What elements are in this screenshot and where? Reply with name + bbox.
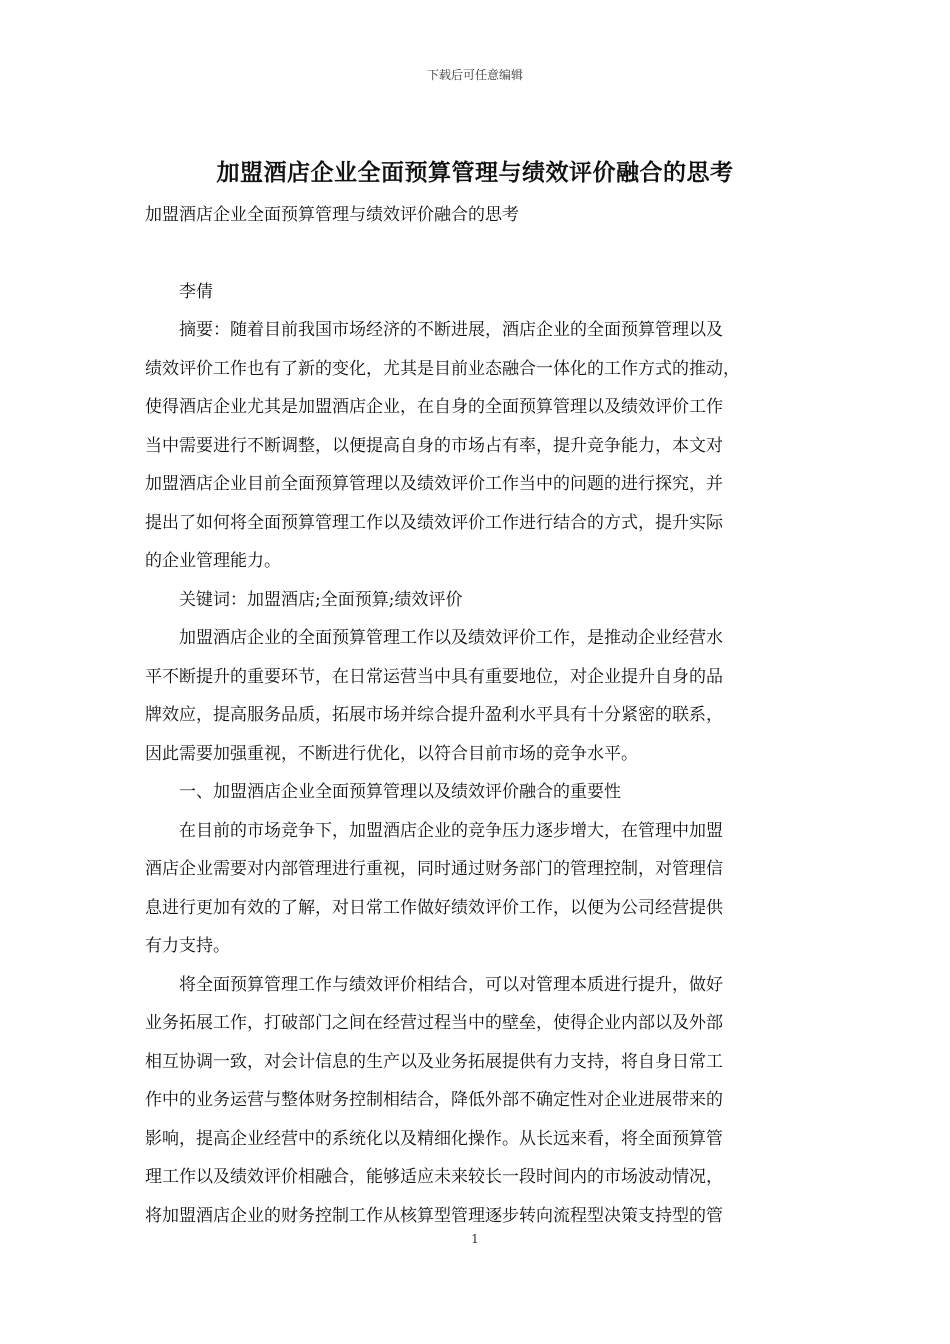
abstract-line: 绩效评价工作也有了新的变化，尤其是目前业态融合一体化的工作方式的推动， xyxy=(145,358,740,379)
page-number: 1 xyxy=(471,1232,479,1246)
section-body-line: 有力支持。 xyxy=(145,936,230,956)
section-body-line: 在目前的市场竞争下，加盟酒店企业的竞争压力逐步增大，在管理中加盟 xyxy=(145,820,723,841)
section-body-line: 将加盟酒店企业的财务控制工作从核算型管理逐步转向流程型决策支持型的管 xyxy=(145,1205,723,1226)
abstract-line: 摘要：随着目前我国市场经济的不断进展，酒店企业的全面预算管理以及 xyxy=(145,320,723,340)
section-body-line: 息进行更加有效的了解，对日常工作做好绩效评价工作，以便为公司经营提供 xyxy=(145,897,723,918)
keywords-line: 关键词：加盟酒店;全面预算;绩效评价 xyxy=(145,589,463,610)
section-body-line: 作中的业务运营与整体财务控制相结合，降低外部不确定性对企业进展带来的 xyxy=(145,1090,723,1110)
document-body xyxy=(145,196,810,1235)
blank-line xyxy=(145,235,810,273)
intro-line: 平不断提升的重要环节，在日常运营当中具有重要地位，对企业提升自身的品 xyxy=(145,666,723,687)
page-header-note: 下载后可任意编辑 xyxy=(426,68,523,82)
abstract-line: 的企业管理能力。 xyxy=(145,551,281,571)
section-body-line: 将全面预算管理工作与绩效评价相结合，可以对管理本质进行提升，做好 xyxy=(145,974,723,995)
intro-line: 因此需要加强重视，不断进行优化，以符合目前市场的竞争水平。 xyxy=(145,743,638,764)
section-body-line: 酒店企业需要对内部管理进行重视，同时通过财务部门的管理控制，对管理信 xyxy=(145,859,723,879)
section-body-line: 相互协调一致，对会计信息的生产以及业务拓展提供有力支持，将自身日常工 xyxy=(145,1051,723,1072)
abstract-line: 提出了如何将全面预算管理工作以及绩效评价工作进行结合的方式，提升实际 xyxy=(145,512,723,533)
subtitle-line: 加盟酒店企业全面预算管理与绩效评价融合的思考 xyxy=(145,205,519,225)
section-heading: 一、加盟酒店企业全面预算管理以及绩效评价融合的重要性 xyxy=(145,782,621,802)
section-body-line: 业务拓展工作，打破部门之间在经营过程当中的壁垒，使得企业内部以及外部 xyxy=(145,1013,723,1033)
author-line: 李倩 xyxy=(145,281,213,302)
abstract-line: 加盟酒店企业目前全面预算管理以及绩效评价工作当中的问题的进行探究，并 xyxy=(145,474,723,494)
section-body-line: 影响，提高企业经营中的系统化以及精细化操作。从长远来看，将全面预算管 xyxy=(145,1128,723,1149)
document-title: 加盟酒店企业全面预算管理与绩效评价融合的思考 xyxy=(216,159,734,186)
intro-line: 加盟酒店企业的全面预算管理工作以及绩效评价工作，是推动企业经营水 xyxy=(145,628,723,648)
abstract-line: 当中需要进行不断调整，以便提高自身的市场占有率，提升竞争能力，本文对 xyxy=(145,435,723,456)
abstract-line: 使得酒店企业尤其是加盟酒店企业，在自身的全面预算管理以及绩效评价工作 xyxy=(145,397,723,417)
intro-line: 牌效应，提高服务品质，拓展市场并综合提升盈利水平具有十分紧密的联系， xyxy=(145,705,723,725)
section-body-line: 理工作以及绩效评价相融合，能够适应未来较长一段时间内的市场波动情况， xyxy=(145,1167,723,1187)
